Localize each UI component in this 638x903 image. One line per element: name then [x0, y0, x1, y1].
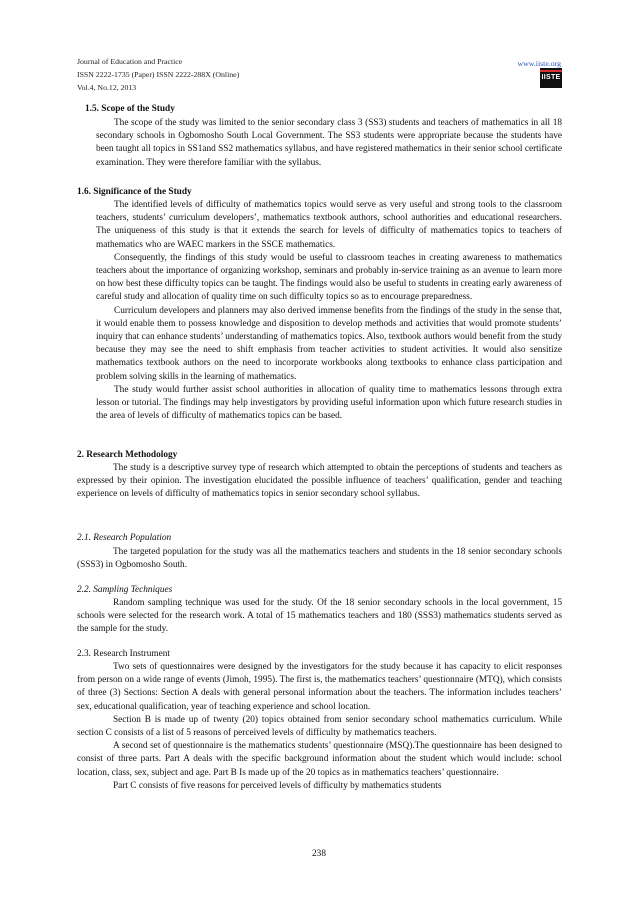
paragraph: Curriculum developers and planners may also derived immense benefits from the findings of the study in the sense that, it would enable them to possess knowledge and disposition to develop methods and activities that would promote students’ inquiry that can enhance students’ understanding of mathematics topics. Also, textbook authors would benefit from the study because they may see the need to shift emphasis from teacher activities to student activities. It would also sensitize mathematics textbook authors on the need to incorporate workbooks along textbooks to enhance class participation and problem solving skills in the learning of mathematics. — [96, 305, 562, 382]
iiste-logo — [540, 68, 562, 88]
section-1-5-heading: 1.5. Scope of the Study — [85, 104, 175, 114]
paragraph: The targeted population for the study was all the mathematics teachers and students in the 18 senior secondary schools (SSS3) in Ogbomosho South. — [77, 547, 562, 571]
paragraph: The scope of the study was limited to the senior secondary class 3 (SS3) students and teachers of mathematics in all 18 secondary schools in Ogbomosho South Local Government. The SS3 students were appropriate because the students have been taught all topics in SS1and SS2 mathematics syllabus, and have registered mathematics in their senior school certificate examination. They were therefore familiar with the syllabus. — [96, 118, 562, 168]
journal-volume: Vol.4, No.12, 2013 — [77, 83, 137, 92]
paragraph: The study would further assist school authorities in allocation of quality time to mathematics lessons through extra lesson or tutorial. The findings may help investigators by providing useful information upon which future research studies in the area of levels of difficulty of mathematics topics can be based. — [96, 384, 562, 422]
section-2-1-heading: 2.1. Research Population — [77, 533, 172, 543]
section-2-1-body — [77, 546, 562, 572]
section-2-3-heading: 2.3. Research Instrument — [77, 649, 170, 659]
paragraph: Part C consists of five reasons for perceived levels of difficulty by mathematics students — [113, 780, 442, 791]
paragraph: The identified levels of difficulty of mathematics topics would serve as very useful and strong tools to the classroom teachers, students’ curriculum developers’, mathematics textbook authors, school authorities and educational researchers. The uniqueness of this study is that it extends the search for levels of difficulty of mathematics topics to teachers of mathematics who are WAEC markers in the SSCE mathematics. — [96, 200, 562, 250]
logo-text: IISTE — [541, 74, 561, 81]
paragraph: Section B is made up of twenty (20) topics obtained from senior secondary school mathematics curriculum. While section C consists of a list of 5 reasons of perceived levels of difficulty by mathematics teachers. — [77, 714, 562, 739]
paragraph: Consequently, the findings of this study would be useful to classroom teaches in creating awareness to mathematics teachers about the importance of organizing workshop, seminars and probably in-service training as an avenue to learn more on how best these difficulty topics can be taught. The findings would also be useful to students in creating early awareness of careful study and allocation of quality time on such difficulty topics so as to encourage preparedness. — [96, 252, 562, 303]
logo-accent-bar — [540, 70, 562, 72]
section-2-3-body — [77, 661, 562, 793]
paragraph: Random sampling technique was used for the study. Of the 18 senior secondary schools in the local government, 15 schools were selected for the research work. A total of 15 mathematics teachers and 180 (SSS3) mathematics students served as the sample for the study. — [77, 598, 562, 635]
section-2-2-heading: 2.2. Sampling Techniques — [77, 585, 173, 595]
section-1-6-body — [96, 199, 562, 423]
journal-title: Journal of Education and Practice — [77, 57, 183, 66]
section-2-body — [77, 462, 562, 502]
section-2-2-body — [77, 597, 562, 637]
section-2-heading: 2. Research Methodology — [77, 450, 178, 460]
paragraph: A second set of questionnaire is the mathematics students’ questionnaire (MSQ).The questionnaire has been designed to consist of three parts. Part A deals with the specific background information about the student which would include: school location, class, sex, subject and age. Part B Is made up of the 20 topics as in mathematics teachers’ questionnaire. — [77, 741, 562, 778]
journal-website-link[interactable]: www.iiste.org — [517, 59, 561, 68]
journal-issn: ISSN 2222-1735 (Paper) ISSN 2222-288X (Online) — [77, 70, 240, 79]
page-number: 238 — [312, 849, 326, 859]
paragraph: Two sets of questionnaires were designed by the investigators for the study because it has capacity to elicit responses from person on a wide range of events (Jimoh, 1995). The first is, the mathematics teachers’ questionnaire (MTQ), which consists of three (3) Sections: Section A deals with general personal information about the teachers. The information includes teachers’ sex, educational qualification, year of teaching experience and school location. — [77, 662, 562, 712]
paragraph: The study is a descriptive survey type of research which attempted to obtain the perceptions of students and teachers as expressed by their opinion. The investigation elucidated the possible influence of teachers’ qualification, gender and teaching experience on levels of difficulty of mathematics topics in senior secondary school syllabus. — [77, 463, 562, 500]
section-1-6-heading: 1.6. Significance of the Study — [77, 187, 192, 197]
section-1-5-body — [96, 117, 562, 170]
